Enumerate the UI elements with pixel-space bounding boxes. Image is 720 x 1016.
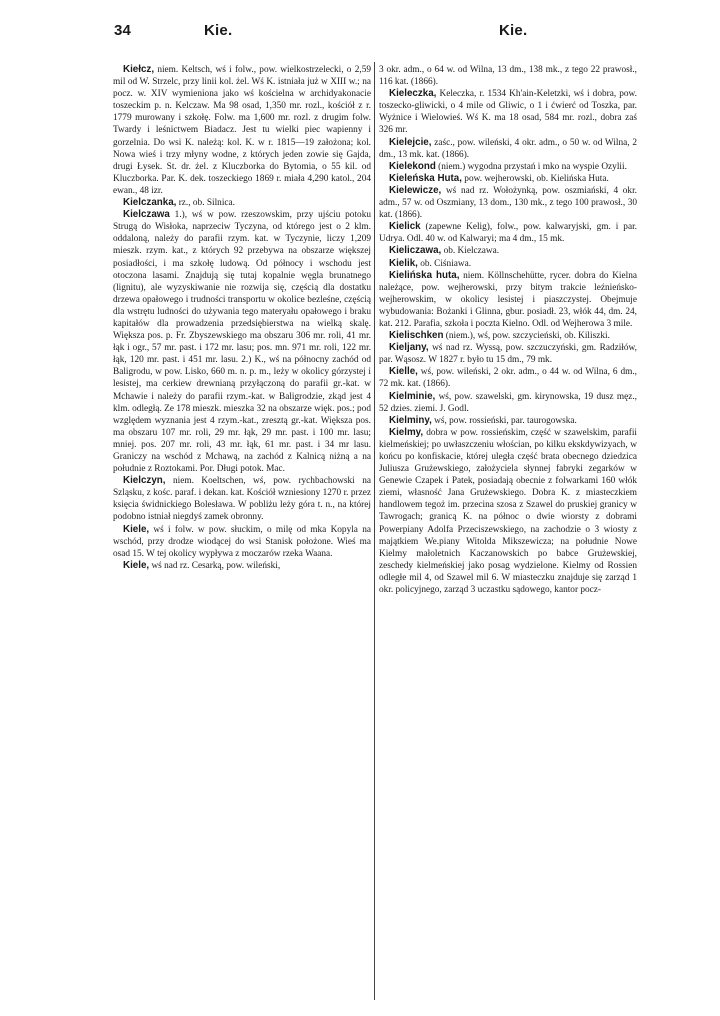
entry	[379, 173, 637, 185]
entry	[379, 330, 637, 342]
left-column	[113, 64, 371, 999]
entry	[113, 209, 371, 475]
entry-text: wś nad rz. Wyssą, pow. szczuczyński, gm. Radziłów, par. Wąsosz. W 1827 r. było tu 15 dm., 79 mk.	[379, 343, 637, 366]
entry-text: zaśc., pow. wileński, 4 okr. adm., o 50 w. od Wilna, 2 dm., 13 mk. kat. (1866).	[379, 137, 637, 160]
entry-headword: Kieliczawa,	[389, 245, 442, 257]
entry	[379, 270, 637, 330]
entry-headword: Kielczawa	[123, 209, 170, 221]
entry	[379, 391, 637, 415]
entry-text: rz., ob. Silnica.	[176, 198, 235, 209]
entry-headword: Kielmy,	[389, 426, 424, 438]
entry-headword: Kieljany,	[389, 342, 429, 354]
entry-text: ob. Kielczawa.	[441, 246, 500, 257]
entry-text: 3 okr. adm., o 64 w. od Wilna, 13 dm., 138 mk., z tego 22 prawosł., 116 kat. (1866).	[379, 65, 637, 88]
right-column	[379, 64, 637, 999]
entry-headword: Kielik,	[389, 257, 418, 269]
page-number: 34	[114, 22, 132, 39]
entry	[113, 524, 371, 560]
left-running-head: Kie.	[204, 22, 233, 39]
entry-text: dobra w pow. rossieńskim, część w szawelskim, parafii kielmeńskiej; po uwłaszczeniu włościan, po kilku ekskdywizyach, w końcu po konfiskacie, której uległa część brata obecnego dziedzica Juliusza Grużewskiego, założyciela słynnej fabryki zegarków w Genewie Czapek i Patek, posiadają obecnie z folwarkami 160 włók ziemi, własność Jana Grużewskiego. Dobra K. z miasteczkiem handlowem tegoż im. przecina szosa z Szawel do pruskiej granicy w Tawrogach; granicą K. na północ o dwie wiorsty z dobrami Powerpiany Adolfa Przeciszewskiego, na zachodzie o 3 wiosty z majątkiem We.piany Witolda Mikszewicza; na południe Nowe Kielmy małoletnich Kaczanowskich po babce Grużewskiej, zeschedy kielmeńskiej jako posag wydzielone. Kielmy od Rossien odległe mil 4, od Szawel mil 6. W miasteczku znajduje się zarząd 1 okr. policyjnego, zarząd 3 uczastku sądowego, kantor pocz-	[379, 427, 637, 596]
entry	[113, 475, 371, 523]
entry-headword: Kielejcie,	[389, 136, 432, 148]
column-divider	[374, 62, 375, 1000]
entry-headword: Kieleńska Huta,	[389, 172, 462, 184]
entry-headword: Kielminy,	[389, 414, 432, 426]
entry-text: ob. Ciśniawa.	[417, 258, 472, 269]
entry	[113, 560, 371, 572]
entry-headword: Kiele,	[123, 559, 150, 571]
entry-headword: Kielminie,	[389, 390, 436, 402]
right-running-head: Kie.	[499, 22, 528, 39]
entry-text: wś nad rz. Wołożynką, pow. oszmiański, 4 okr. adm., 57 w. od Oszmiany, 13 dom., 130 mk., z tego 100 prawosł., 30 kat. (1866).	[379, 185, 637, 221]
entry-headword: Kiele,	[123, 523, 150, 535]
entry-text: pow. wejherowski, ob. Kielińska Huta.	[461, 173, 609, 184]
entry-text: wś, pow. rossieński, par. taurogowska.	[431, 415, 577, 426]
entry-text: wś, pow. wileński, 2 okr. adm., o 44 w. od Wilna, 6 dm., 72 mk. kat. (1866).	[379, 367, 637, 390]
entry	[379, 366, 637, 390]
entry	[379, 342, 637, 366]
entry	[113, 64, 371, 197]
entry-headword: Kiełcz,	[123, 64, 155, 75]
entry-text: (niem.) wygodna przystań i mko na wyspie Ozylii.	[435, 161, 627, 172]
entry-headword: Kielczanka,	[123, 197, 177, 209]
entry-continuation	[379, 64, 637, 88]
entry	[379, 427, 637, 596]
entry	[379, 245, 637, 257]
entry-text: wś i folw. w pow. słuckim, o milę od mka Kopyla na wschód, przy drodze wiodącej do wsi Stanisk położone. Wieś ma osad 15. W tej okolicy wypływa z moczarów rzeka Waana.	[113, 524, 371, 559]
entry-text: Keleczka, r. 1534 Kh'ain-Keletzki, wś i dobra, pow. toszecko-gliwicki, o 4 mile od Gliwic, o 1 i ćwierć od Toszka, par. Wyżnice i Wielowieś. Wś K. ma 18 osad, 584 mr. rozl., dobra zaś 326 mr.	[379, 89, 637, 136]
entry	[379, 221, 637, 245]
entry	[379, 415, 637, 427]
entry-headword: Kielińska huta,	[389, 269, 460, 281]
entry-text: 1.), wś w pow. rzeszowskim, przy ujściu potoku Strugą do Wisłoka, naprzeciw Tyczyna, od którego jest o 2 klm. oddaloną, należy do parafii rzym. kat. w Tyczynie, liczy 1,209 mieszk. rzym. kat., z których 92 przebywa na obszarze większej posiadłości, i ma szkołę ludową. Od północy i wschodu jest otoczona lasami. Znajdują się tutaj kopalnie węgla brunatnego (lignitu), ale wyzyskiwanie nie rozwija się, częścią dla dostatku drzewa opałowego i trudności transportu w okolice bezleśne, częścią dla wstrętu ludności do używania tego materyału opałowego i braku kapitałów dla prowadzenia przedsiębierstwa na wielką skalę. Większa pos. p. Fr. Zbyszewskiego ma obszaru 306 mr. roli, 41 mr. łąk i ogr., 57 mr. past. i 172 mr. lasu; pos. mn. 971 mr. roli, 122 mr. łąk, 120 mr. past. i 451 mr. lasu. 2.) K., wś na północny zachód od Baligrodu, w pow. Lisko, 660 m. n. p. m., leży w okolicy górzystej i lesistej, ma cerkiew drewnianą przyłączoną do parafii gr.-kat. w Mchawie i należy do parafii rzym.-kat. w Baligrodzie, zkąd jest 4 klm. odległą. Ze 178 mieszk. mieszka 32 na obszarze więk. pos.; pod względem wyznania jest 4 rzym.-kat., zresztą gr.-kat. Większa pos. ma obszaru 107 mr. roli, 29 mr. łąk, 29 mr. past. i 100 mr. lasu; mniej. pos. 207 mr. roli, 43 mr. łąk, 61 mr. past. i 34 mr lasu. Graniczy na wschód z Mchawą, na zachód z Kalnicą niżną a na południe z Roztokami. Por. Długi potok. Mac.	[113, 210, 371, 475]
entry-text: wś, pow. szawelski, gm. kirynowska, 19 dusz męz., 52 dzies. ziemi. J. Godl.	[379, 391, 637, 414]
entry-text: (niem.), wś, pow. szczycieński, ob. Kiliszki.	[443, 331, 610, 342]
entry	[379, 258, 637, 270]
entry-text: (zapewne Kelig), folw., pow. kalwaryjski, gm. i par. Udrya. Odl. 40 w. od Kalwaryi; ma 4 dm., 15 mk.	[379, 222, 637, 245]
entry-text: niem. Köllnschehütte, rycer. dobra do Kielna należące, pow. wejherowski, przy bitym trakcie leźnieńsko-wejherowskim, w okolicy lesistej i piaszczystej. Obejmuje wybudowania: Bożanki i Glinna, gbur. posiadł. 23, włók 44, dm. 24, kat. 212. Parafia, szkoła i poczta Kielno. Odl. od Wejherowa 3 mile.	[379, 270, 637, 329]
entry	[379, 137, 637, 161]
entry-text: niem. Koeltschen, wś, pow. rychbachowski na Szląsku, z kośc. paraf. i dekan. kat. Kościół wzniesiony 1270 r. przez księcia świdnickiego Bolesława. W pobliżu leży góra t. n., na której podobno istniał niegdyś zamek obronny.	[113, 476, 371, 523]
entry	[379, 161, 637, 173]
entry	[379, 88, 637, 136]
entry-text: wś nad rz. Cesarką, pow. wileński,	[149, 560, 281, 571]
entry-headword: Kielekond	[389, 160, 436, 172]
entry-text: niem. Keltsch, wś i folw., pow. wielkostrzelecki, o 2,59 mil od W. Strzelc, przy linii kol. żel. Wś K. istniała już w XIII w.; na pocz. w. XIV wymieniona jako wś kościelna w archidyakonacie toszeckim p. n. Kelczaw. Ma 98 osad, 1,350 mr. rozl., kościół z r. 1779 murowany i szkołę. Folw. ma 1,600 mr. rozl. z drugim folw. Twardy i leśnictwem Biadacz. Jest tu wielki piec wapienny i gorzelnia. Do wsi K. należą: kol. K. w r. 1815—19 założona; kol. Nowa wieś i trzy młyny wodne, z których jeden zowie się Gajda, drugi Łysek. St. dr. żel. z Kluczborka do Bytomia, o 55 kil. od Kluczborka. Par. K. dek. toszeckiego 1869 r. miała 4,290 katol., 204 ewan., 48 izr.	[113, 65, 371, 196]
entry-headword: Kielischken	[389, 330, 444, 342]
entry-headword: Kielewicze,	[389, 184, 442, 196]
entry-headword: Kieleczka,	[389, 88, 437, 100]
entry	[113, 197, 371, 209]
entry-headword: Kielick	[389, 221, 421, 233]
entry	[379, 185, 637, 221]
entry-headword: Kielczyn,	[123, 475, 166, 487]
entry-headword: Kielle,	[389, 366, 418, 378]
